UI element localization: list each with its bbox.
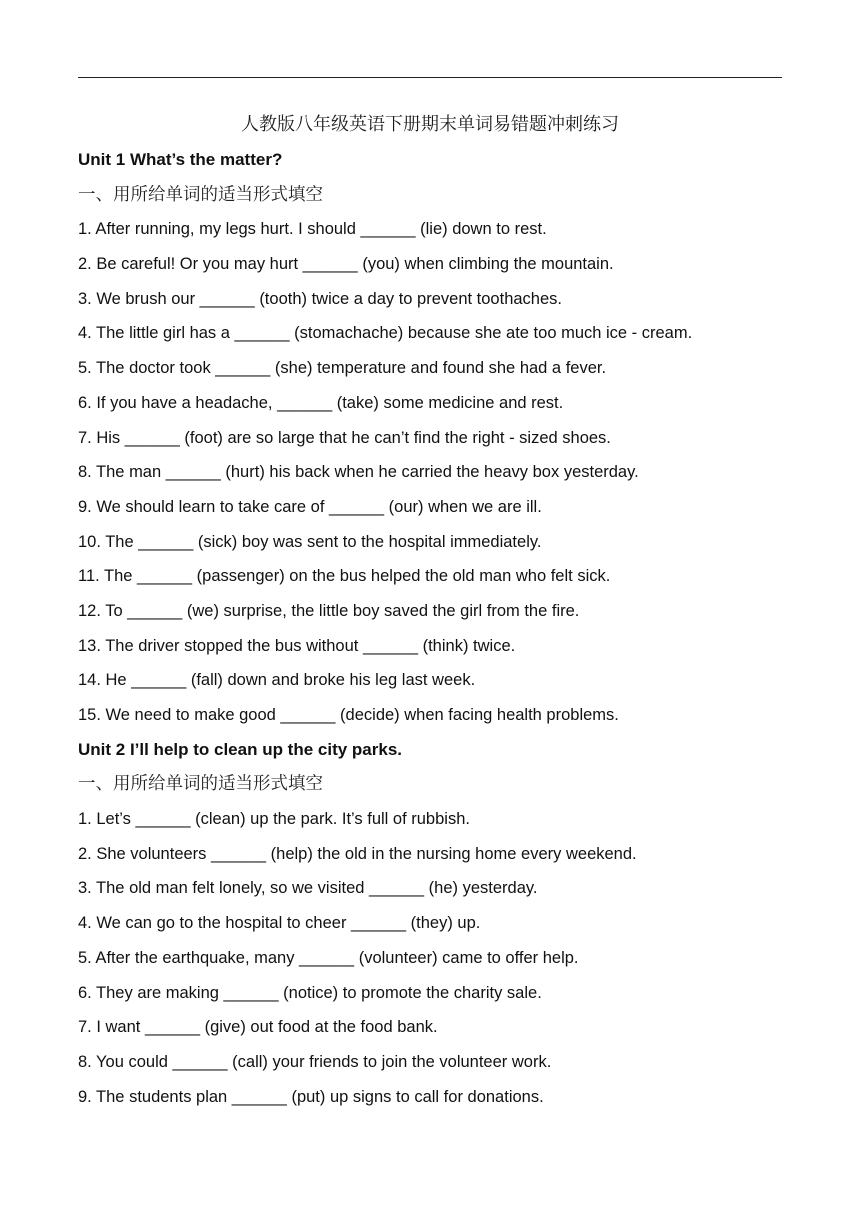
question-item: 10. The ______ (sick) boy was sent to the hospital immediately. <box>78 532 542 551</box>
question-item: 9. We should learn to take care of ______ (our) when we are ill. <box>78 497 542 516</box>
question-item: 5. The doctor took ______ (she) temperature and found she had a fever. <box>78 359 607 378</box>
question-item: 14. He ______ (fall) down and broke his leg last week. <box>78 671 476 690</box>
question-item: 1. After running, my legs hurt. I should ______ (lie) down to rest. <box>78 220 547 239</box>
document-title: 人教版八年级英语下册期末单词易错题冲刺练习 <box>241 114 619 135</box>
document-content <box>78 143 778 1114</box>
question-item: 6. They are making ______ (notice) to promote the charity sale. <box>78 983 542 1002</box>
question-item: 8. The man ______ (hurt) his back when he carried the heavy box yesterday. <box>78 463 639 482</box>
unit-1-block <box>78 143 778 733</box>
question-item: 2. She volunteers ______ (help) the old in the nursing home every weekend. <box>78 844 637 863</box>
question-item: 13. The driver stopped the bus without ______ (think) twice. <box>78 636 516 655</box>
question-item: 11. The ______ (passenger) on the bus helped the old man who felt sick. <box>78 567 611 586</box>
question-item: 3. The old man felt lonely, so we visited ______ (he) yesterday. <box>78 879 538 898</box>
header-rule <box>78 77 782 78</box>
question-item: 4. We can go to the hospital to cheer ______ (they) up. <box>78 914 481 933</box>
unit-title: Unit 1 What’s the matter? <box>78 150 283 169</box>
question-item: 2. Be careful! Or you may hurt ______ (you) when climbing the mountain. <box>78 255 614 274</box>
unit-title: Unit 2 I’ll help to clean up the city parks. <box>78 739 403 759</box>
question-item: 1. Let’s ______ (clean) up the park. It’s full of rubbish. <box>78 810 470 829</box>
question-item: 9. The students plan ______ (put) up signs to call for donations. <box>78 1087 544 1106</box>
question-item: 6. If you have a headache, ______ (take) some medicine and rest. <box>78 393 564 412</box>
unit-2-block <box>78 733 778 1115</box>
question-item: 8. You could ______ (call) your friends to join the volunteer work. <box>78 1052 552 1071</box>
question-item: 4. The little girl has a ______ (stomachache) because she ate too much ice - cream. <box>78 324 693 343</box>
question-item: 5. After the earthquake, many ______ (volunteer) came to offer help. <box>78 948 579 967</box>
question-item: 15. We need to make good ______ (decide) when facing health problems. <box>78 706 619 724</box>
section-heading: 一、用所给单词的适当形式填空 <box>78 774 323 795</box>
question-item: 7. I want ______ (give) out food at the food bank. <box>78 1018 438 1037</box>
question-item: 7. His ______ (foot) are so large that he can’t find the right - sized shoes. <box>78 428 611 447</box>
section-heading: 一、用所给单词的适当形式填空 <box>78 184 323 205</box>
question-item: 12. To ______ (we) surprise, the little boy saved the girl from the fire. <box>78 601 580 620</box>
question-item: 3. We brush our ______ (tooth) twice a day to prevent toothaches. <box>78 289 562 308</box>
